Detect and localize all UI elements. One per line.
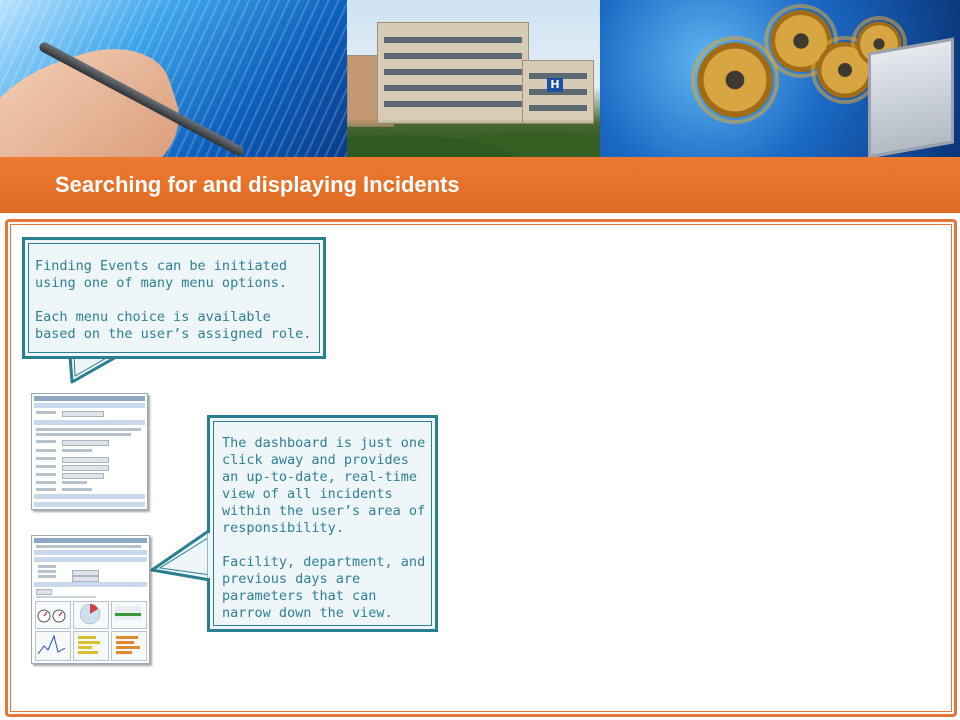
find-events-screenshot-thumbnail bbox=[31, 393, 148, 510]
callout-text: Finding Events can be initiated using one of many menu options. bbox=[35, 258, 287, 291]
dashboard-screenshot-thumbnail bbox=[31, 535, 150, 664]
callout-text: Each menu choice is available based on the user’s assigned role. bbox=[35, 309, 312, 342]
dashboard-mini-charts bbox=[32, 536, 149, 663]
hospital-sign-icon: H bbox=[547, 78, 563, 92]
callout-text: Facility, department, and previous days are parameters that can narrow down the view. bbox=[222, 554, 426, 621]
page-title: Searching for and displaying Incidents bbox=[55, 172, 460, 197]
callout-text: The dashboard is just one click away and provides an up-to-date, real-time view of all incidents within the user’s area of responsibility. bbox=[222, 435, 426, 536]
